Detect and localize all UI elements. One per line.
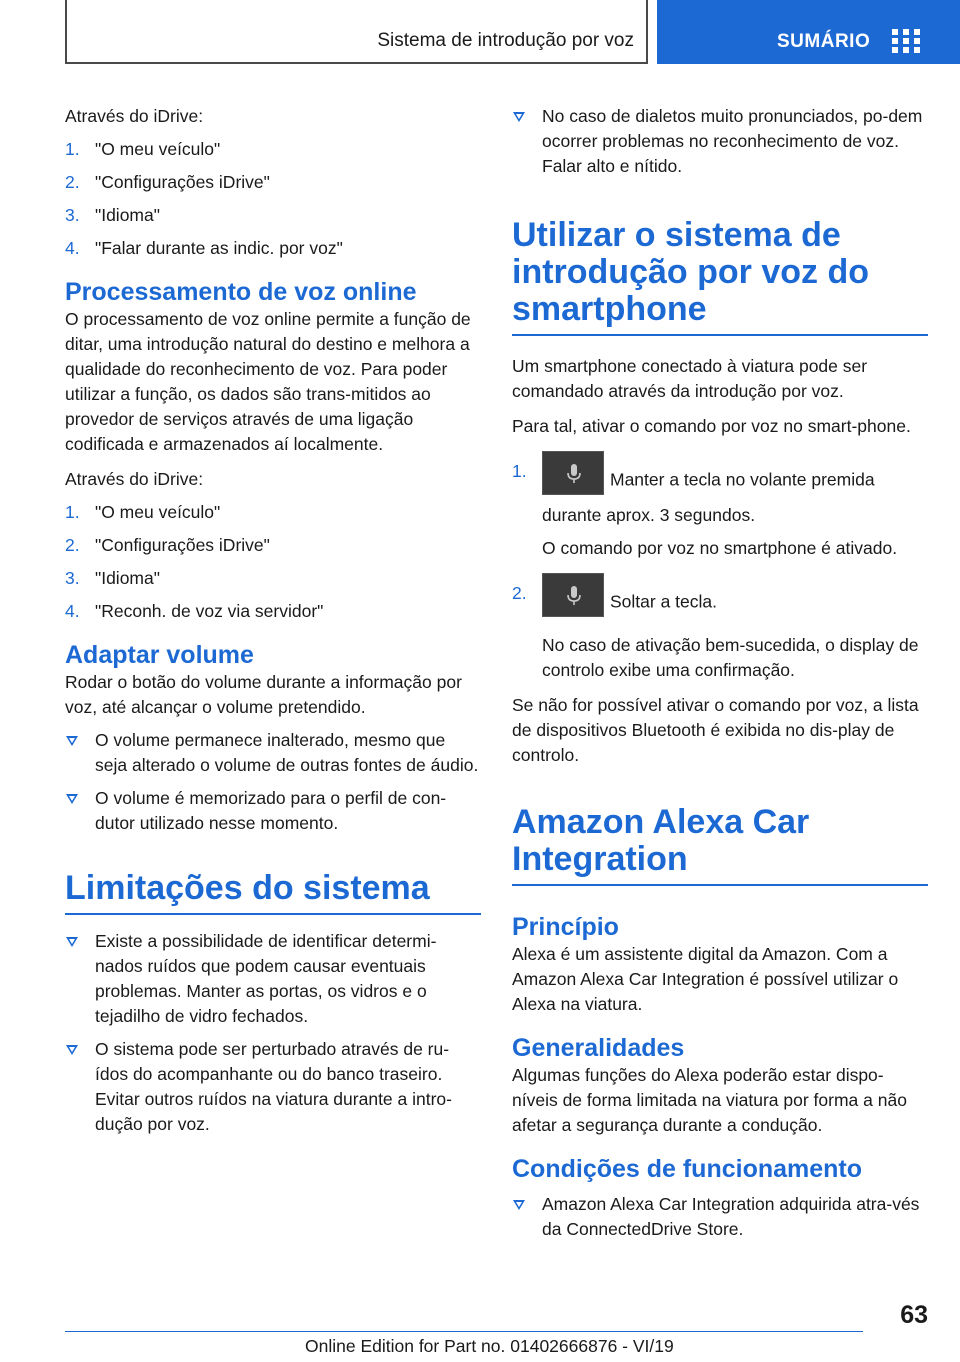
online-heading: Processamento de voz online (65, 278, 417, 306)
list-item: O sistema pode ser perturbado através de ru‐ídos do acompanhante ou do banco traseiro. Evitar outros ruídos na viatura durante a intro‐dução por voz. (65, 1037, 481, 1137)
left-column (65, 104, 481, 1137)
alexa-heading: Amazon Alexa Car Integration (512, 804, 928, 886)
general-heading: Generalidades (512, 1034, 685, 1062)
volume-text: Rodar o botão do volume durante a informação por voz, até alcançar o volume pretendido. (65, 672, 462, 717)
list-item: 2. "Configurações iDrive" (65, 172, 270, 192)
conditions-bullets (512, 1192, 928, 1242)
smartphone-heading: Utilizar o sistema de introdução por voz do smartphone (512, 217, 928, 336)
volume-heading: Adaptar volume (65, 641, 254, 669)
grid-menu-icon (892, 29, 920, 53)
list-item: O volume é memorizado para o perfil de con‐dutor utilizado nesse momento. (65, 786, 481, 836)
footer-divider (65, 1331, 863, 1332)
list-item: 4. "Reconh. de voz via servidor" (65, 601, 324, 621)
limits-heading: Limitações do sistema (65, 870, 481, 915)
page-number: 63 (900, 1301, 928, 1329)
list-item: 3. "Idioma" (65, 205, 160, 225)
conditions-heading: Condições de funcionamento (512, 1155, 863, 1183)
list-item: 2. "Configurações iDrive" (65, 535, 270, 555)
list-item: 1. Manter a tecla no volante premida durante aprox. 3 segundos. O comando por voz no smartphone é ativado. (512, 459, 928, 561)
right-column (512, 104, 928, 1242)
steps-list-2 (65, 500, 481, 624)
triangle-bullet-icon (66, 794, 78, 804)
smartphone-text-2: Para tal, ativar o comando por voz no smart‐phone. (512, 416, 911, 436)
list-item: O volume permanece inalterado, mesmo que seja alterado o volume de outras fontes de áudio. (65, 728, 481, 778)
smartphone-text-3: Se não for possível ativar o comando por voz, a lista de dispositivos Bluetooth é exibida no dis‐play de controlo. (512, 695, 919, 765)
list-item: No caso de dialetos muito pronunciados, po‐dem ocorrer problemas no reconhecimento de voz. Falar alto e nítido. (512, 104, 928, 179)
general-text: Algumas funções do Alexa poderão estar dispo‐níveis de forma limitada na viatura por forma a não afetar a segurança durante a condução. (512, 1065, 907, 1135)
idrive-intro: Através do iDrive: (65, 106, 204, 126)
list-item: 2. Soltar a tecla. No caso de ativação bem-sucedida, o display de controlo exibe uma confirmação. (512, 581, 928, 683)
microphone-icon (542, 451, 604, 495)
header-section-box (65, 0, 648, 64)
step-result: No caso de ativação bem-sucedida, o display de controlo exibe uma confirmação. (542, 635, 919, 680)
summary-label: SUMÁRIO (777, 31, 871, 52)
edition-text: Online Edition for Part no. 01402666876 - VI/19 (305, 1336, 674, 1356)
triangle-bullet-icon (513, 1200, 525, 1210)
smartphone-steps (512, 459, 928, 683)
online-text: O processamento de voz online permite a função de ditar, uma introdução natural do destino e melhora a qualidade do reconhecimento de voz. Para poder utilizar a função, os dados são trans‐mitidos ao provedor de serviços através de uma ligação codificada e armazenados aí localmente. (65, 309, 471, 454)
smartphone-text-1: Um smartphone conectado à viatura pode ser comandado através da introdução por voz. (512, 356, 868, 401)
step-result: O comando por voz no smartphone é ativado. (542, 538, 898, 558)
steps-list-1 (65, 137, 481, 261)
triangle-bullet-icon (66, 1045, 78, 1055)
principle-heading: Princípio (512, 913, 619, 941)
list-item: 3. "Idioma" (65, 568, 160, 588)
list-item: 1. "O meu veículo" (65, 139, 221, 159)
section-title: Sistema de introdução por voz (377, 30, 634, 51)
summary-link[interactable] (657, 0, 960, 64)
principle-text: Alexa é um assistente digital da Amazon. Com a Amazon Alexa Car Integration é possível utilizar o Alexa na viatura. (512, 944, 899, 1014)
limits-bullets (65, 929, 481, 1137)
triangle-bullet-icon (66, 736, 78, 746)
triangle-bullet-icon (513, 112, 525, 122)
idrive-intro-2: Através do iDrive: (65, 469, 204, 489)
list-item: Amazon Alexa Car Integration adquirida atra‐vés da ConnectedDrive Store. (512, 1192, 928, 1242)
volume-bullets (65, 728, 481, 836)
microphone-icon (542, 573, 604, 617)
list-item: 4. "Falar durante as indic. por voz" (65, 238, 343, 258)
list-item: Existe a possibilidade de identificar determi‐nados ruídos que podem causar eventuais problemas. Manter as portas, os vidros e o tejadilho de vidro fechados. (65, 929, 481, 1029)
list-item: 1. "O meu veículo" (65, 502, 221, 522)
dialect-bullets (512, 104, 928, 179)
triangle-bullet-icon (66, 937, 78, 947)
